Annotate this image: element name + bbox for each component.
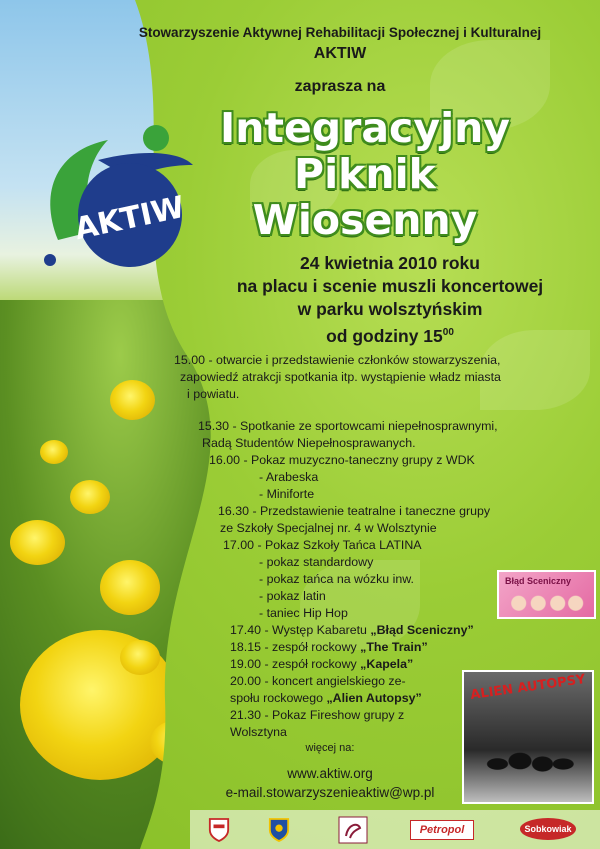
- program-line: [230, 639, 428, 655]
- more-info-label: więcej na:: [305, 742, 355, 754]
- event-time: [200, 321, 580, 348]
- performer-name: „The Train”: [360, 640, 428, 654]
- program-line: zapowiedź atrakcji spotkania itp. wystąpienie władz miasta: [180, 370, 501, 384]
- invites-text: zaprasza na: [294, 78, 386, 95]
- program-line: Wolsztyna: [230, 725, 287, 739]
- title-line-3: Wiosenny: [252, 196, 478, 244]
- program-line: Radą Studentów Niepełnosprawanych.: [202, 436, 416, 450]
- logo-text: AKTIW: [71, 189, 188, 248]
- website-link[interactable]: www.aktiw.org: [287, 766, 373, 781]
- program-line: - Miniforte: [259, 487, 315, 501]
- sobkowiak-logo: [520, 818, 576, 840]
- alien-autopsy-photo: [462, 670, 594, 804]
- flower-decoration: [70, 480, 110, 514]
- program-line: [230, 622, 474, 638]
- organization-name: AKTIW: [313, 45, 367, 62]
- program-line: - taniec Hip Hop: [259, 606, 348, 620]
- program-line: 16.00 - Pokaz muzyczno-taneczny grupy z WDK: [209, 453, 475, 467]
- flower-decoration: [110, 380, 155, 420]
- performer-name: „Kapela”: [360, 657, 414, 671]
- flower-decoration: [10, 520, 65, 565]
- program-line: 20.00 - koncert angielskiego ze-: [230, 674, 406, 688]
- email-link[interactable]: e-mail.stowarzyszenieaktiw@wp.pl: [225, 785, 435, 800]
- program-time: społu rockowego: [230, 691, 327, 705]
- event-date: 24 kwietnia 2010 roku: [300, 253, 480, 273]
- program-line: ze Szkoły Specjalnej nr. 4 w Wolsztynie: [220, 521, 437, 535]
- performer-name: „Błąd Sceniczny”: [370, 623, 474, 637]
- program-line: 16.30 - Przedstawienie teatralne i taneczne grupy: [218, 504, 491, 518]
- petropol-logo: [410, 820, 474, 840]
- program-line: 15.30 - Spotkanie ze sportowcami niepełnosprawnymi,: [198, 419, 498, 433]
- program-time: 19.00 - zespół rockowy: [230, 657, 361, 671]
- program-line: i powiatu.: [187, 387, 240, 401]
- program-time: 17.40 - Występ Kabaretu: [230, 623, 371, 637]
- program-line: [230, 690, 422, 706]
- event-time-text: od godziny 15: [326, 325, 443, 346]
- program-line: - pokaz tańca na wózku inw.: [259, 572, 414, 586]
- organization-line: Stowarzyszenie Aktywnej Rehabilitacji Społecznej i Kulturalnej: [138, 25, 542, 40]
- coat-of-arms-logo-1: [208, 816, 230, 844]
- band-silhouettes: [484, 722, 574, 782]
- flower-decoration: [120, 640, 160, 675]
- logo-dot: [44, 254, 56, 266]
- title-line-1: Integracyjny: [219, 104, 511, 152]
- petropol-text: Petropol: [419, 824, 465, 836]
- script-logo: [338, 816, 368, 844]
- flower-decoration: [100, 560, 160, 615]
- event-place-1: na placu i scenie muszli koncertowej: [236, 276, 544, 296]
- alien-caption: ALIEN AUTOPSY: [469, 672, 587, 703]
- program-line: - Arabeska: [259, 470, 319, 484]
- program-line: 21.30 - Pokaz Fireshow grupy z: [230, 708, 405, 722]
- title-line-2: Piknik: [294, 150, 436, 198]
- event-time-sup: 00: [442, 327, 454, 338]
- program-line: - pokaz standardowy: [259, 555, 374, 569]
- flower-decoration: [40, 440, 68, 464]
- coat-of-arms-logo-2: [268, 816, 290, 844]
- program-line: [230, 656, 413, 672]
- program-line: - pokaz latin: [259, 589, 326, 603]
- sobkowiak-text: Sobkowiak: [524, 824, 572, 834]
- program-time: 18.15 - zespół rockowy: [230, 640, 361, 654]
- program-line: 15.00 - otwarcie i przedstawienie członków stowarzyszenia,: [174, 353, 501, 367]
- kabaret-photo: [497, 570, 596, 619]
- kabaret-caption: Błąd Sceniczny: [505, 576, 572, 586]
- performer-name: „Alien Autopsy”: [326, 691, 422, 705]
- kabaret-faces: [507, 590, 585, 612]
- program-line: 17.00 - Pokaz Szkoły Tańca LATINA: [223, 538, 422, 552]
- event-place-2: w parku wolsztyńskim: [297, 299, 483, 319]
